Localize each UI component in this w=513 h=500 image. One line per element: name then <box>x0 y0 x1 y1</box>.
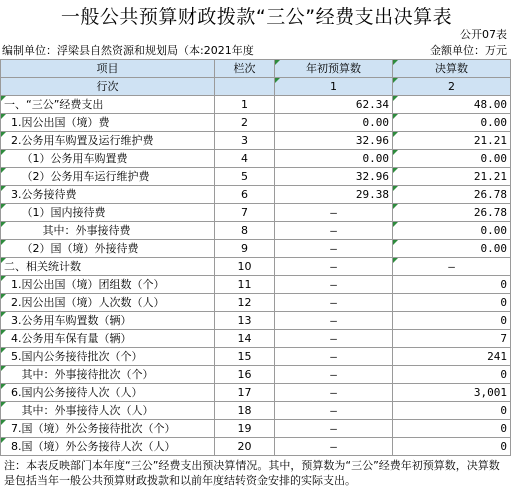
row-number: 11 <box>215 276 275 294</box>
header-final-index: 2 <box>393 78 511 96</box>
row-final: 0 <box>393 438 511 456</box>
expenditure-table <box>0 59 511 456</box>
row-budget: 29.38 <box>275 186 393 204</box>
row-label: （1）国内接待费 <box>1 204 215 222</box>
table-row <box>1 186 511 204</box>
row-number: 16 <box>215 366 275 384</box>
row-label: 1.因公出国（境）费 <box>1 114 215 132</box>
row-final: 0 <box>393 366 511 384</box>
row-label: （1）公务用车购置费 <box>1 150 215 168</box>
row-final: – <box>393 258 511 276</box>
row-label: 6.国内公务接待人次（人） <box>1 384 215 402</box>
footnote: 注：本表反映部门本年度“三公”经费支出预决算情况。其中，预算数为“三公”经费年初预算数，决算数是包括当年一般公共预算财政拨款和以前年度结转资金安排的实际支出。 <box>4 459 500 487</box>
row-budget: – <box>275 438 393 456</box>
row-number: 1 <box>215 96 275 114</box>
row-label: 3.公务接待费 <box>1 186 215 204</box>
row-budget: – <box>275 330 393 348</box>
header-col-no: 栏次 <box>215 60 275 78</box>
header-row-label: 行次 <box>1 78 215 96</box>
row-budget: 32.96 <box>275 168 393 186</box>
row-number: 17 <box>215 384 275 402</box>
row-label: 3.公务用车购置数（辆） <box>1 312 215 330</box>
row-final: 241 <box>393 348 511 366</box>
row-label: 其中：外事接待费 <box>1 222 215 240</box>
page-title: 一般公共预算财政拨款“三公”经费支出决算表 <box>60 6 453 28</box>
compiling-unit: 编制单位：浮梁县自然资源和规划局（本:2021年度 <box>2 44 254 57</box>
row-budget: – <box>275 276 393 294</box>
table-row <box>1 114 511 132</box>
table-row <box>1 204 511 222</box>
table-row <box>1 258 511 276</box>
row-label: 其中：外事接待人次（人） <box>1 402 215 420</box>
header-index-blank <box>215 78 275 96</box>
table-row <box>1 96 511 114</box>
table-row <box>1 330 511 348</box>
row-number: 6 <box>215 186 275 204</box>
table-row <box>1 438 511 456</box>
row-budget: – <box>275 402 393 420</box>
row-budget: – <box>275 294 393 312</box>
table-row <box>1 276 511 294</box>
row-final: 7 <box>393 330 511 348</box>
row-budget: – <box>275 348 393 366</box>
row-final: 0 <box>393 402 511 420</box>
header-index-row <box>1 78 511 96</box>
row-budget: – <box>275 366 393 384</box>
row-budget: 32.96 <box>275 132 393 150</box>
row-label: 一、“三公”经费支出 <box>1 96 215 114</box>
row-final: 0.00 <box>393 222 511 240</box>
row-label: 2.因公出国（境）人次数（人） <box>1 294 215 312</box>
row-number: 5 <box>215 168 275 186</box>
row-final: 0 <box>393 276 511 294</box>
table-row <box>1 312 511 330</box>
header-item: 项目 <box>1 60 215 78</box>
table-row <box>1 240 511 258</box>
table-row <box>1 348 511 366</box>
row-number: 19 <box>215 420 275 438</box>
row-final: 21.21 <box>393 132 511 150</box>
row-final: 48.00 <box>393 96 511 114</box>
amount-unit: 金额单位：万元 <box>430 44 507 57</box>
header-final: 决算数 <box>393 60 511 78</box>
row-final: 3,001 <box>393 384 511 402</box>
row-label: 5.国内公务接待批次（个） <box>1 348 215 366</box>
row-final: 0 <box>393 420 511 438</box>
header-row <box>1 60 511 78</box>
row-budget: – <box>275 222 393 240</box>
table-row <box>1 150 511 168</box>
row-final: 0.00 <box>393 114 511 132</box>
row-label: 7.国（境）外公务接待批次（个） <box>1 420 215 438</box>
row-label: 其中：外事接待批次（个） <box>1 366 215 384</box>
row-number: 13 <box>215 312 275 330</box>
row-number: 14 <box>215 330 275 348</box>
row-label: 8.国（境）外公务接待人次（人） <box>1 438 215 456</box>
row-number: 15 <box>215 348 275 366</box>
row-budget: 62.34 <box>275 96 393 114</box>
row-number: 8 <box>215 222 275 240</box>
row-label: 二、相关统计数 <box>1 258 215 276</box>
row-label: （2）公务用车运行维护费 <box>1 168 215 186</box>
row-number: 3 <box>215 132 275 150</box>
table-row <box>1 384 511 402</box>
row-number: 2 <box>215 114 275 132</box>
table-row <box>1 132 511 150</box>
row-number: 9 <box>215 240 275 258</box>
header-budget-index: 1 <box>275 78 393 96</box>
row-final: 26.78 <box>393 204 511 222</box>
row-final: 21.21 <box>393 168 511 186</box>
row-final: 0.00 <box>393 240 511 258</box>
row-budget: – <box>275 204 393 222</box>
row-final: 0 <box>393 294 511 312</box>
row-number: 4 <box>215 150 275 168</box>
table-row <box>1 366 511 384</box>
table-row <box>1 168 511 186</box>
row-number: 7 <box>215 204 275 222</box>
row-final: 0.00 <box>393 150 511 168</box>
row-budget: 0.00 <box>275 150 393 168</box>
row-budget: – <box>275 312 393 330</box>
form-number: 公开07表 <box>460 28 507 41</box>
table-row <box>1 222 511 240</box>
row-label: （2）国（境）外接待费 <box>1 240 215 258</box>
row-label: 1.因公出国（境）团组数（个） <box>1 276 215 294</box>
row-label: 4.公务用车保有量（辆） <box>1 330 215 348</box>
row-number: 12 <box>215 294 275 312</box>
row-number: 20 <box>215 438 275 456</box>
row-budget: – <box>275 384 393 402</box>
header-budget: 年初预算数 <box>275 60 393 78</box>
row-number: 10 <box>215 258 275 276</box>
row-final: 0 <box>393 312 511 330</box>
row-budget: 0.00 <box>275 114 393 132</box>
row-budget: – <box>275 420 393 438</box>
table-row <box>1 294 511 312</box>
row-budget: – <box>275 240 393 258</box>
row-number: 18 <box>215 402 275 420</box>
row-budget: – <box>275 258 393 276</box>
row-label: 2.公务用车购置及运行维护费 <box>1 132 215 150</box>
table-row <box>1 420 511 438</box>
row-final: 26.78 <box>393 186 511 204</box>
table-row <box>1 402 511 420</box>
